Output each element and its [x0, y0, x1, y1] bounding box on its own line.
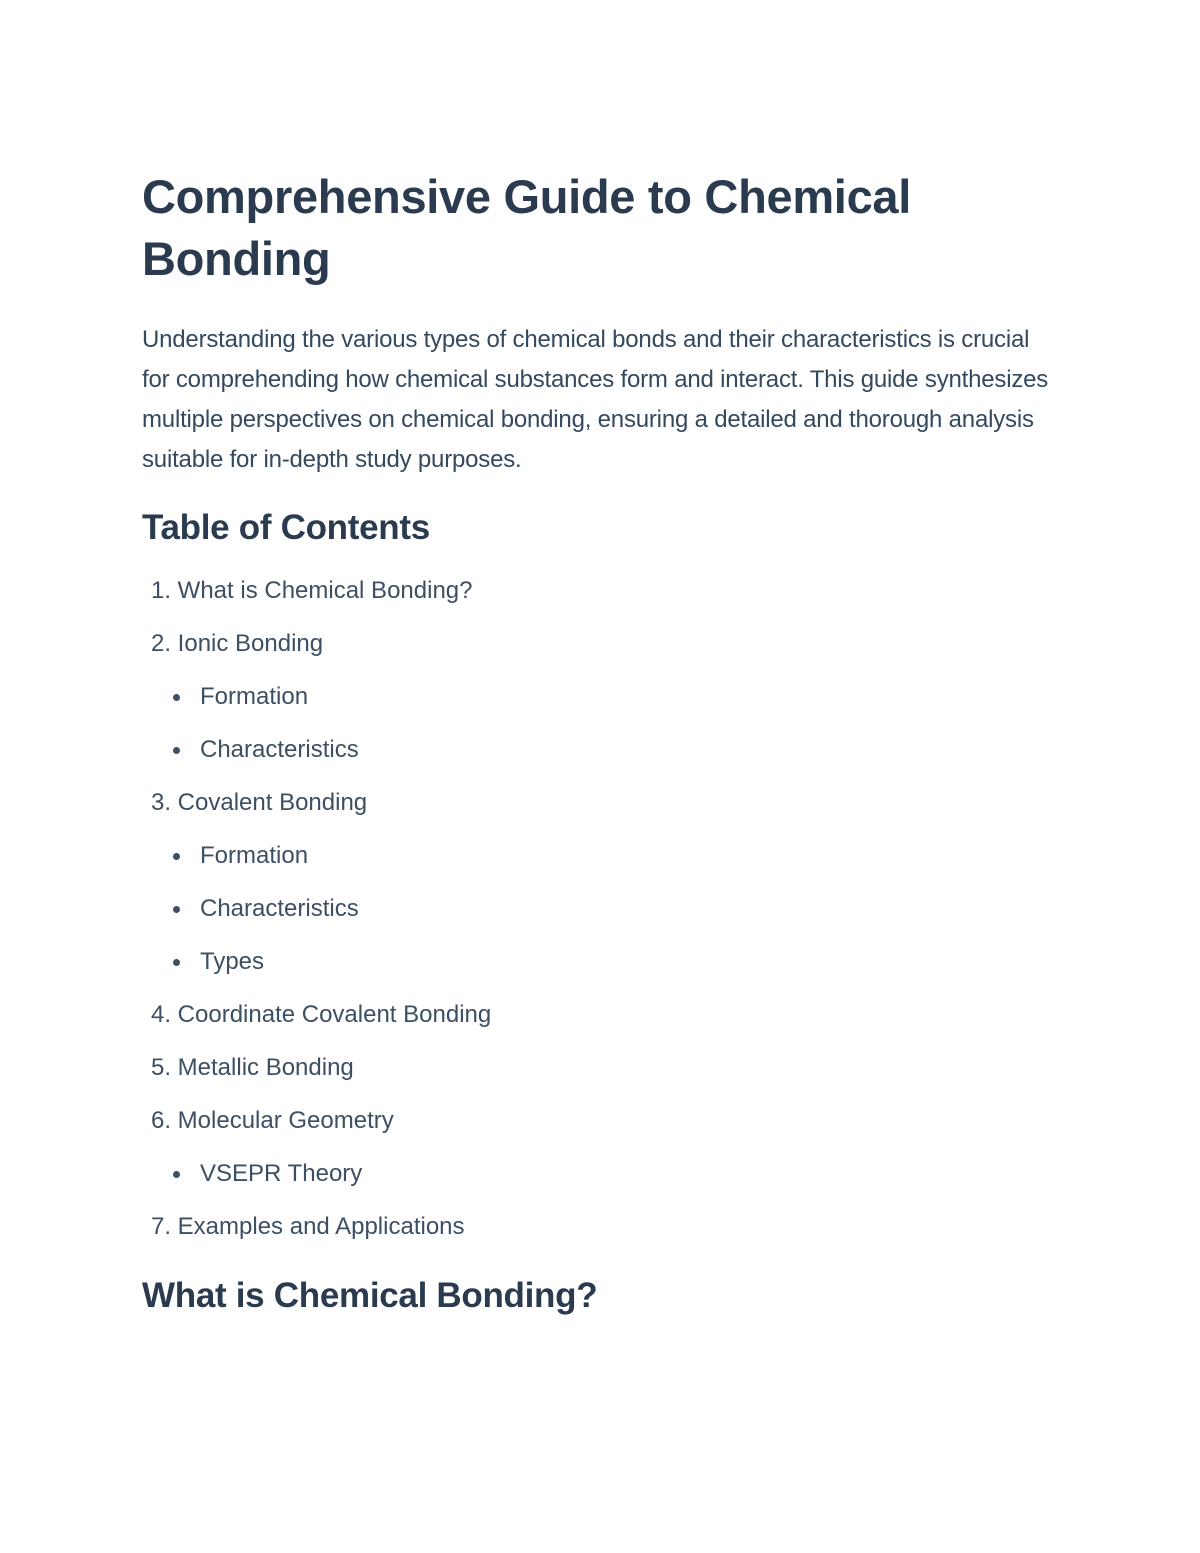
toc-subitem[interactable]	[142, 1159, 1050, 1189]
toc-item-number: 5.	[150, 1054, 171, 1081]
toc-item-label[interactable]: Examples and Applications	[177, 1213, 465, 1240]
toc-item[interactable]	[142, 788, 1050, 977]
toc-subitem[interactable]	[142, 947, 1050, 977]
toc-item-label[interactable]: What is Chemical Bonding?	[177, 577, 473, 604]
bullet-icon	[173, 747, 180, 754]
document-title: Comprehensive Guide to Chemical Bonding	[142, 170, 912, 285]
toc-item-number: 1.	[150, 577, 171, 604]
toc-item-number: 3.	[150, 789, 171, 816]
bullet-icon	[173, 694, 180, 701]
toc-item-number: 6.	[150, 1107, 171, 1134]
toc-item[interactable]	[142, 1212, 1050, 1242]
toc-item-label[interactable]: Molecular Geometry	[177, 1107, 394, 1134]
toc-subitem-label[interactable]: VSEPR Theory	[200, 1160, 363, 1187]
toc-item-label[interactable]: Coordinate Covalent Bonding	[177, 1001, 492, 1028]
toc-subitem[interactable]	[142, 735, 1050, 765]
intro-paragraph: Understanding the various types of chemical bonds and their characteristics is crucial for comprehending how chemical substances form and interact. This guide synthesizes multiple perspectives on chemical bonding, ensuring a detailed and thorough analysis suitable for in-depth study purposes.	[142, 326, 1049, 473]
toc-item-number: 2.	[150, 630, 171, 657]
toc-subitem-label[interactable]: Characteristics	[200, 895, 359, 922]
bullet-icon	[173, 906, 180, 913]
toc-item[interactable]	[142, 1000, 1050, 1030]
toc-item-number: 7.	[150, 1213, 171, 1240]
section-heading-what-is-chemical-bonding: What is Chemical Bonding?	[142, 1276, 598, 1315]
toc-subitem-label[interactable]: Characteristics	[200, 736, 359, 763]
toc-sublist	[142, 841, 1050, 977]
bullet-icon	[173, 853, 180, 860]
toc-item-label[interactable]: Metallic Bonding	[177, 1054, 354, 1081]
toc-item[interactable]	[142, 576, 1050, 606]
toc-heading: Table of Contents	[142, 508, 430, 547]
toc-item-number: 4.	[150, 1001, 171, 1028]
toc-subitem[interactable]	[142, 894, 1050, 924]
toc-item[interactable]	[142, 1053, 1050, 1083]
toc-subitem-label[interactable]: Formation	[200, 683, 309, 710]
toc-subitem[interactable]	[142, 682, 1050, 712]
bullet-icon	[173, 959, 180, 966]
toc-item[interactable]	[142, 1106, 1050, 1189]
toc-subitem-label[interactable]: Types	[200, 948, 265, 975]
toc-sublist	[142, 1159, 1050, 1189]
toc-sublist	[142, 682, 1050, 765]
table-of-contents	[142, 576, 1050, 1242]
toc-subitem-label[interactable]: Formation	[200, 842, 309, 869]
toc-item-label[interactable]: Covalent Bonding	[177, 789, 368, 816]
bullet-icon	[173, 1171, 180, 1178]
toc-item-label[interactable]: Ionic Bonding	[177, 630, 324, 657]
toc-subitem[interactable]	[142, 841, 1050, 871]
toc-item[interactable]	[142, 629, 1050, 765]
